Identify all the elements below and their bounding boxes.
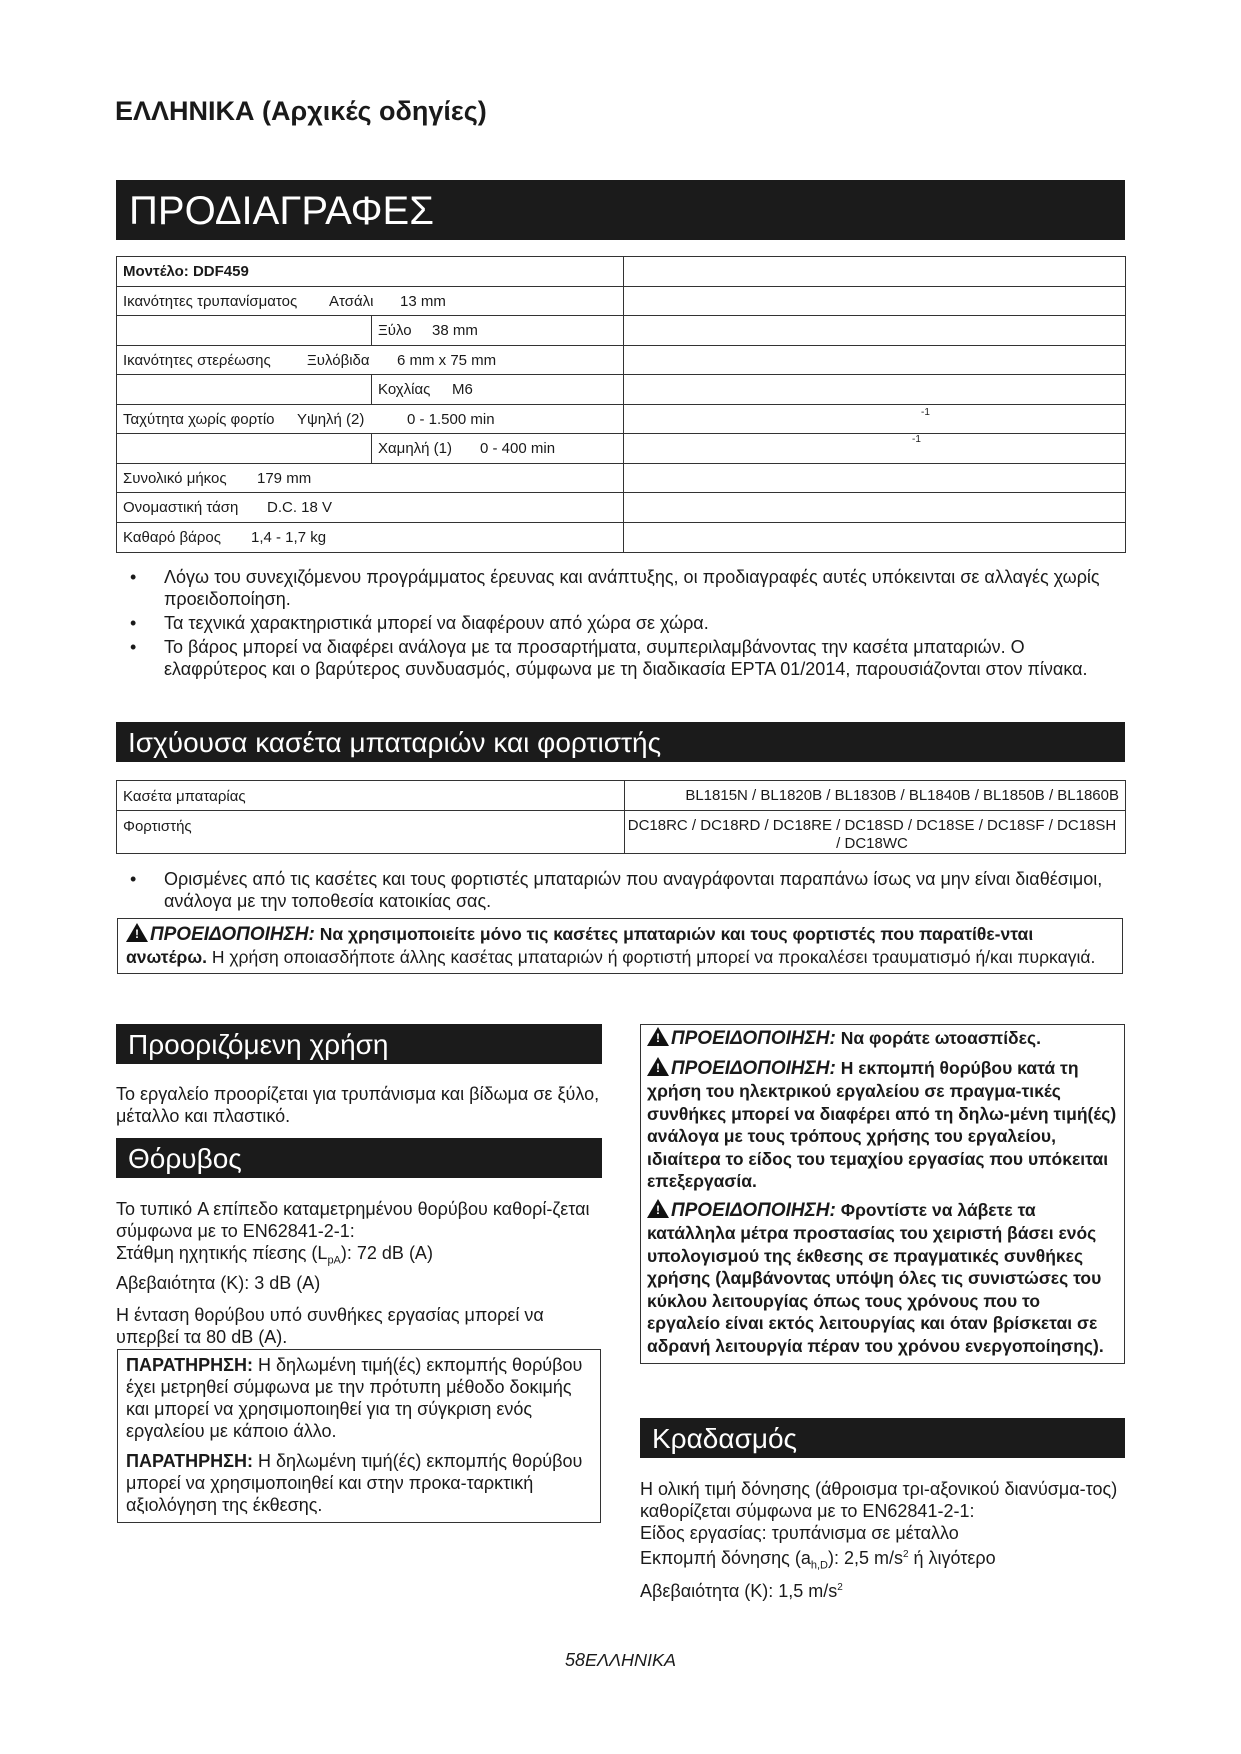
spec-row-weight xyxy=(117,523,1125,553)
warning-triangle-icon xyxy=(126,923,148,942)
screw-wood-label: Ξυλόβιδα xyxy=(307,351,370,369)
warning-label: ΠΡΟΕΙΔΟΠΟΙΗΣΗ: xyxy=(671,1199,836,1221)
warning-noise-emission-text: Η εκπομπή θορύβου κατά τη χρήση του ηλεκτρικού εργαλείου σε πραγμα-τικές συνθήκες μπορεί να διαφέρει από τη δηλω-μένη τιμή(ές) ανάλογα με τους τρόπους χρήσης του εργαλείου, ιδιαίτερα το είδος του τεμαχίου εργασίας που υπόκειται επεξεργασία. xyxy=(647,1057,1117,1191)
warning-label: ΠΡΟΕΙΔΟΠΟΙΗΣΗ: xyxy=(150,924,315,945)
spec-row-model xyxy=(117,257,1125,287)
vibration-emission-value: ): 2,5 m/s xyxy=(827,1548,903,1568)
overall-length-value: 179 mm xyxy=(257,469,312,487)
model-label: Μοντέλο: DDF459 xyxy=(123,263,249,280)
warning-label: ΠΡΟΕΙΔΟΠΟΙΗΣΗ: xyxy=(671,1057,836,1079)
speed-low-superscript: -1 xyxy=(912,434,921,445)
noise-pressure-level xyxy=(116,1242,606,1272)
speed-low-label: Χαμηλή (1) xyxy=(378,440,453,457)
noise-warnings-box xyxy=(640,1024,1125,1364)
note-label: ΠΑΡΑΤΗΡΗΣΗ: xyxy=(126,1451,253,1471)
noise-note-2-text: Η δηλωμένη τιμή(ές) εκπομπής θορύβου μπορεί να χρησιμοποιηθεί και στην προκα-ταρκτική αξιολόγηση της έκθεσης. xyxy=(126,1451,583,1515)
battery-cartridge-value: BL1815N / BL1820B / BL1830B / BL1840B / BL1850B / BL1860B xyxy=(624,781,1125,810)
intended-use-text: Το εργαλείο προορίζεται για τρυπάνισμα και βίδωμα σε ξύλο, μέταλλο και πλαστικό. xyxy=(116,1084,600,1126)
vibration-emission-suffix: ή λιγότερο xyxy=(908,1548,996,1568)
spec-notes-list xyxy=(118,566,1128,682)
warning-triangle-icon xyxy=(647,1057,669,1076)
noise-note-2 xyxy=(126,1450,592,1516)
noise-pressure-subscript: pA xyxy=(327,1254,341,1267)
warning-noise-emission xyxy=(647,1057,1118,1193)
battery-heading: Ισχύουσα κασέτα μπαταριών και φορτιστής xyxy=(116,722,1125,762)
specifications-table xyxy=(116,256,1126,553)
vibration-section xyxy=(640,1478,1132,1602)
charger-label: Φορτιστής xyxy=(123,818,192,835)
spec-row-screw-bolt xyxy=(117,375,1125,405)
battery-note: • Ορισμένες από τις κασέτες και τους φορτιστές μπαταριών που αναγράφονται παραπάνω ίσως να μην είναι διαθέσιμοι, ανάλογα με την τοποθεσία κατοικίας σας. xyxy=(118,868,1128,912)
battery-warning-text: Η χρήση οποιασδήποτε άλλης κασέτας μπαταριών ή φορτιστή μπορεί να προκαλέσει τραυματισμό ή/και πυρκαγιά. xyxy=(206,947,1096,967)
warning-label: ΠΡΟΕΙΔΟΠΟΙΗΣΗ: xyxy=(671,1028,836,1049)
warning-triangle-icon xyxy=(647,1027,669,1046)
spec-note: • Λόγω του συνεχιζόμενου προγράμματος έρευνας και ανάπτυξης, οι προδιαγραφές αυτές υπόκεινται σε αλλαγές χωρίς προειδοποίηση. xyxy=(118,566,1128,610)
no-load-speed-label: Ταχύτητα χωρίς φορτίο xyxy=(123,410,275,428)
overall-length-label: Συνολικό μήκος xyxy=(123,469,227,487)
vibration-emission-label: Εκπομπή δόνησης (a xyxy=(640,1548,811,1568)
page-language-title: ΕΛΛΗΝΙΚΑ (Αρχικές οδηγίες) xyxy=(115,96,487,126)
rated-voltage-value: D.C. 18 V xyxy=(267,499,333,516)
warning-hearing-text: Να φοράτε ωτοασπίδες. xyxy=(840,1028,1041,1048)
rated-voltage-label: Ονομαστική τάση xyxy=(123,499,239,516)
speed-high-superscript: -1 xyxy=(921,406,930,418)
screw-bolt-label: Κοχλίας xyxy=(378,381,431,398)
battery-warning-bold: Να χρησιμοποιείτε μόνο τις κασέτες μπαταριών και τους φορτιστές που παρατίθε-νται ανωτέρω. xyxy=(126,924,1034,967)
noise-uncertainty: Αβεβαιότητα (K): 3 dB (A) xyxy=(116,1272,321,1293)
battery-row-cartridge xyxy=(117,781,1125,811)
drill-steel-label: Ατσάλι xyxy=(329,292,374,310)
warning-operator-protection xyxy=(647,1199,1118,1358)
vibration-uncertainty-text: Αβεβαιότητα (K): 1,5 m/s xyxy=(640,1580,838,1601)
noise-note-1-text: Η δηλωμένη τιμή(ές) εκπομπής θορύβου έχει μετρηθεί σύμφωνα με την πρότυπη μέθοδο δοκιμής και μπορεί να χρησιμοποιηθεί για τη σύγκριση ενός εργαλείου με κάποιο άλλο. xyxy=(126,1355,583,1441)
spec-row-screw-wood xyxy=(117,346,1125,376)
noise-working-level: Η ένταση θορύβου υπό συνθήκες εργασίας μπορεί να υπερβεί τα 80 dB (A). xyxy=(116,1304,544,1347)
noise-pressure-value: ): 72 dB (A) xyxy=(340,1243,433,1263)
vibration-emission xyxy=(640,1544,1132,1577)
vibration-uncertainty xyxy=(640,1577,1132,1602)
battery-table xyxy=(116,780,1126,854)
specifications-heading: ΠΡΟΔΙΑΓΡΑΦΕΣ xyxy=(116,180,1125,240)
battery-warning-box xyxy=(117,918,1123,974)
noise-notes-box xyxy=(117,1349,601,1523)
vibration-emission-superscript: 2 xyxy=(902,1549,909,1560)
net-weight-value: 1,4 - 1,7 kg xyxy=(251,528,327,546)
speed-high-value: 0 - 1.500 min xyxy=(407,410,495,428)
warning-triangle-icon xyxy=(647,1199,669,1218)
noise-heading: Θόρυβος xyxy=(116,1138,602,1178)
battery-notes-list xyxy=(118,868,1128,914)
speed-high-label: Υψηλή (2) xyxy=(297,410,365,428)
vibration-heading: Κραδασμός xyxy=(640,1418,1125,1458)
spec-note: • Τα τεχνικά χαρακτηριστικά μπορεί να διαφέρουν από χώρα σε χώρα. xyxy=(118,612,1128,634)
screw-wood-value: 6 mm x 75 mm xyxy=(397,351,497,369)
net-weight-label: Καθαρό βάρος xyxy=(123,528,221,546)
battery-row-charger xyxy=(117,811,1125,853)
vibration-uncertainty-superscript: 2 xyxy=(837,1581,843,1593)
spec-row-voltage xyxy=(117,493,1125,523)
vibration-emission-subscript: h,D xyxy=(810,1559,828,1572)
page-footer: 58ΕΛΛΗΝΙΚΑ xyxy=(564,1650,677,1670)
spec-row-speed-low xyxy=(117,434,1125,464)
noise-standard-text: Το τυπικό A επίπεδο καταμετρημένου θορύβου καθορί-ζεται σύμφωνα με το EN62841-2-1: xyxy=(116,1199,590,1241)
vibration-work-mode: Είδος εργασίας: τρυπάνισμα σε μέταλλο xyxy=(640,1523,959,1543)
spec-row-drill-steel xyxy=(117,287,1125,317)
warning-hearing-protection xyxy=(647,1027,1118,1051)
charger-value: DC18RC / DC18RD / DC18RE / DC18SD / DC18SE / DC18SF / DC18SH / DC18WC xyxy=(624,811,1125,853)
drill-wood-label: Ξύλο xyxy=(378,322,412,339)
spec-note: • Το βάρος μπορεί να διαφέρει ανάλογα με τα προσαρτήματα, συμπεριλαμβάνοντας την κασέτα μπαταριών. Ο ελαφρύτερος και ο βαρύτερος συνδυασμός, σύμφωνα με τη διαδικασία EPTA 01/2014, παρουσιάζονται στον πίνακα. xyxy=(118,636,1128,680)
spec-row-speed-high xyxy=(117,405,1125,435)
noise-pressure-label: Στάθμη ηχητικής πίεσης (L xyxy=(116,1243,328,1263)
noise-section xyxy=(116,1198,606,1348)
battery-cartridge-label: Κασέτα μπαταρίας xyxy=(123,788,246,805)
warning-operator-protection-text: Φροντίστε να λάβετε τα κατάλληλα μέτρα προστασίας του χειριστή βάσει ενός υπολογισμού της έκθεσης σε πραγματικές συνθήκες χρήσης (λαμβάνοντας υπόψη όλες τις συνιστώσες του κύκλου λειτουργίας όπως τους χρόνους που το εργαλείο είναι εκτός λειτουργίας και όταν βρίσκεται σε αδρανή λειτουργία πέραν του χρόνου ενεργοποίησης). xyxy=(647,1199,1104,1356)
spec-row-drill-wood xyxy=(117,316,1125,346)
screw-capacity-label: Ικανότητες στερέωσης xyxy=(123,351,271,369)
drill-steel-value: 13 mm xyxy=(400,292,446,310)
speed-low-value: 0 - 400 min xyxy=(480,440,556,457)
noise-note-1 xyxy=(126,1354,592,1442)
vibration-standard-text: Η ολική τιμή δόνησης (άθροισμα τρι-αξονικού διανύσμα-τος) καθορίζεται σύμφωνα με το EN62841-2-1: xyxy=(640,1479,1118,1521)
intended-use-heading: Προοριζόμενη χρήση xyxy=(116,1024,602,1064)
note-label: ΠΑΡΑΤΗΡΗΣΗ: xyxy=(126,1355,253,1375)
screw-bolt-value: M6 xyxy=(452,381,473,398)
spec-row-length xyxy=(117,464,1125,494)
drill-wood-value: 38 mm xyxy=(432,322,478,339)
drill-capacity-label: Ικανότητες τρυπανίσματος xyxy=(123,292,298,310)
